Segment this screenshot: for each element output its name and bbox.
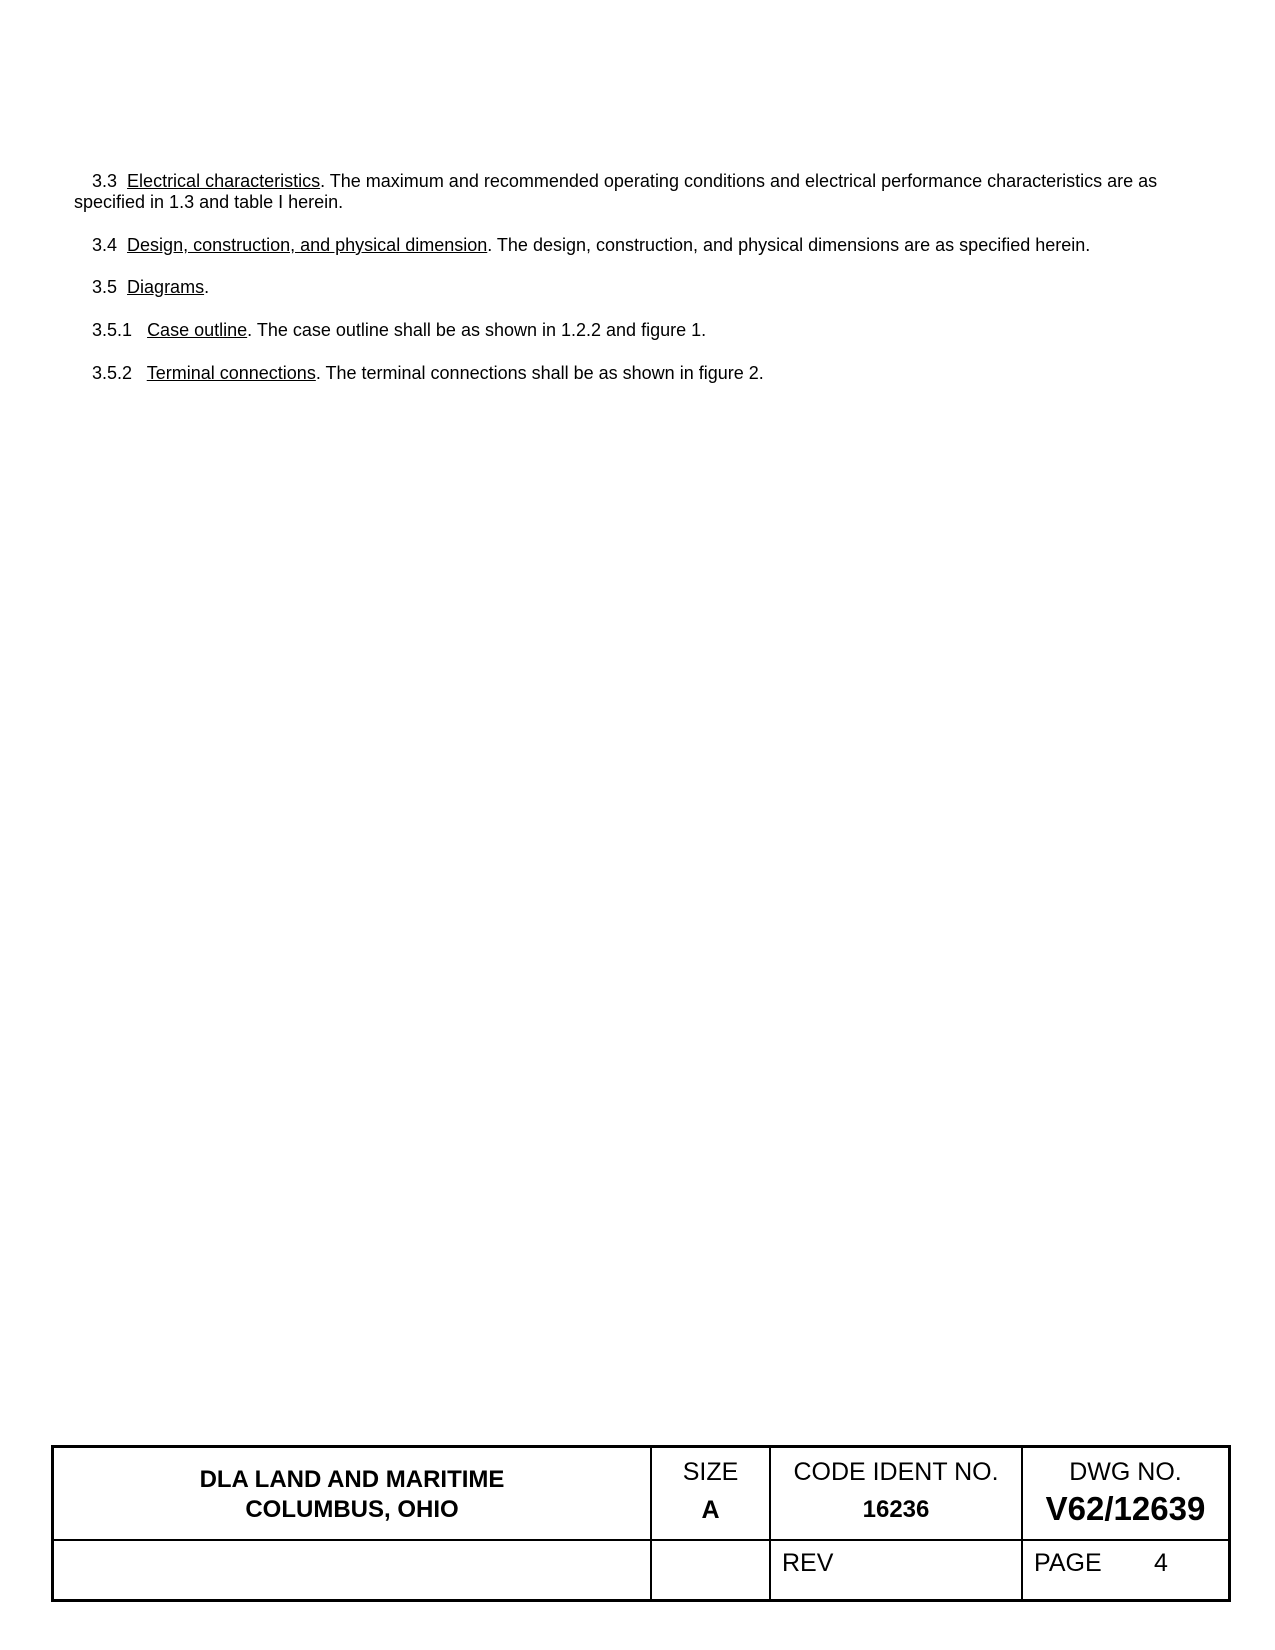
code-ident-value: 16236 [862,1496,930,1523]
rev-label: REV [782,1549,834,1577]
dwg-no-value: V62/12639 [1045,1490,1206,1527]
dwg-no-label: DWG NO. [1069,1458,1182,1486]
page-number: 4 [1154,1549,1168,1577]
paragraph-3-3 [74,171,1214,213]
paragraph-number: 3.5.1 [92,320,133,340]
paragraph-text: . The design, construction, and physical dimensions are as specified herein. [487,235,1091,255]
organization-name [54,1465,650,1525]
code-ident-label: CODE IDENT NO. [793,1458,999,1486]
organization-line-2: COLUMBUS, OHIO [245,1496,459,1523]
size-label: SIZE [682,1458,739,1486]
paragraph-text: . [204,277,210,297]
paragraph-text: . The terminal connections shall be as shown in figure 2. [315,363,764,383]
paragraph-number: 3.4 [92,235,118,255]
paragraph-3-5-1 [74,320,1214,341]
paragraph-heading: Diagrams [127,277,205,297]
paragraph-heading: Electrical characteristics [127,171,321,191]
paragraph-3-5 [74,277,1214,298]
paragraph-heading: Design, construction, and physical dimension [127,235,488,255]
paragraph-heading: Case outline [147,320,248,340]
paragraph-heading: Terminal connections [146,363,316,383]
paragraph-text: . The maximum and recommended operating conditions and electrical performance characteristics are as [320,171,1158,191]
title-block-divider [54,1539,1228,1541]
paragraph-3-5-2 [74,363,1214,384]
organization-line-1: DLA LAND AND MARITIME [199,1466,505,1493]
drawing-title-block [51,1445,1231,1602]
paragraph-number: 3.5 [92,277,118,297]
paragraph-text-continued: specified in 1.3 and table I herein. [74,192,344,212]
paragraph-number: 3.5.2 [92,363,133,383]
paragraph-text: . The case outline shall be as shown in 1.2.2 and figure 1. [247,320,707,340]
page-label: PAGE [1034,1549,1102,1577]
size-value: A [701,1496,720,1524]
paragraph-number: 3.3 [92,171,118,191]
paragraph-3-4 [74,235,1214,256]
